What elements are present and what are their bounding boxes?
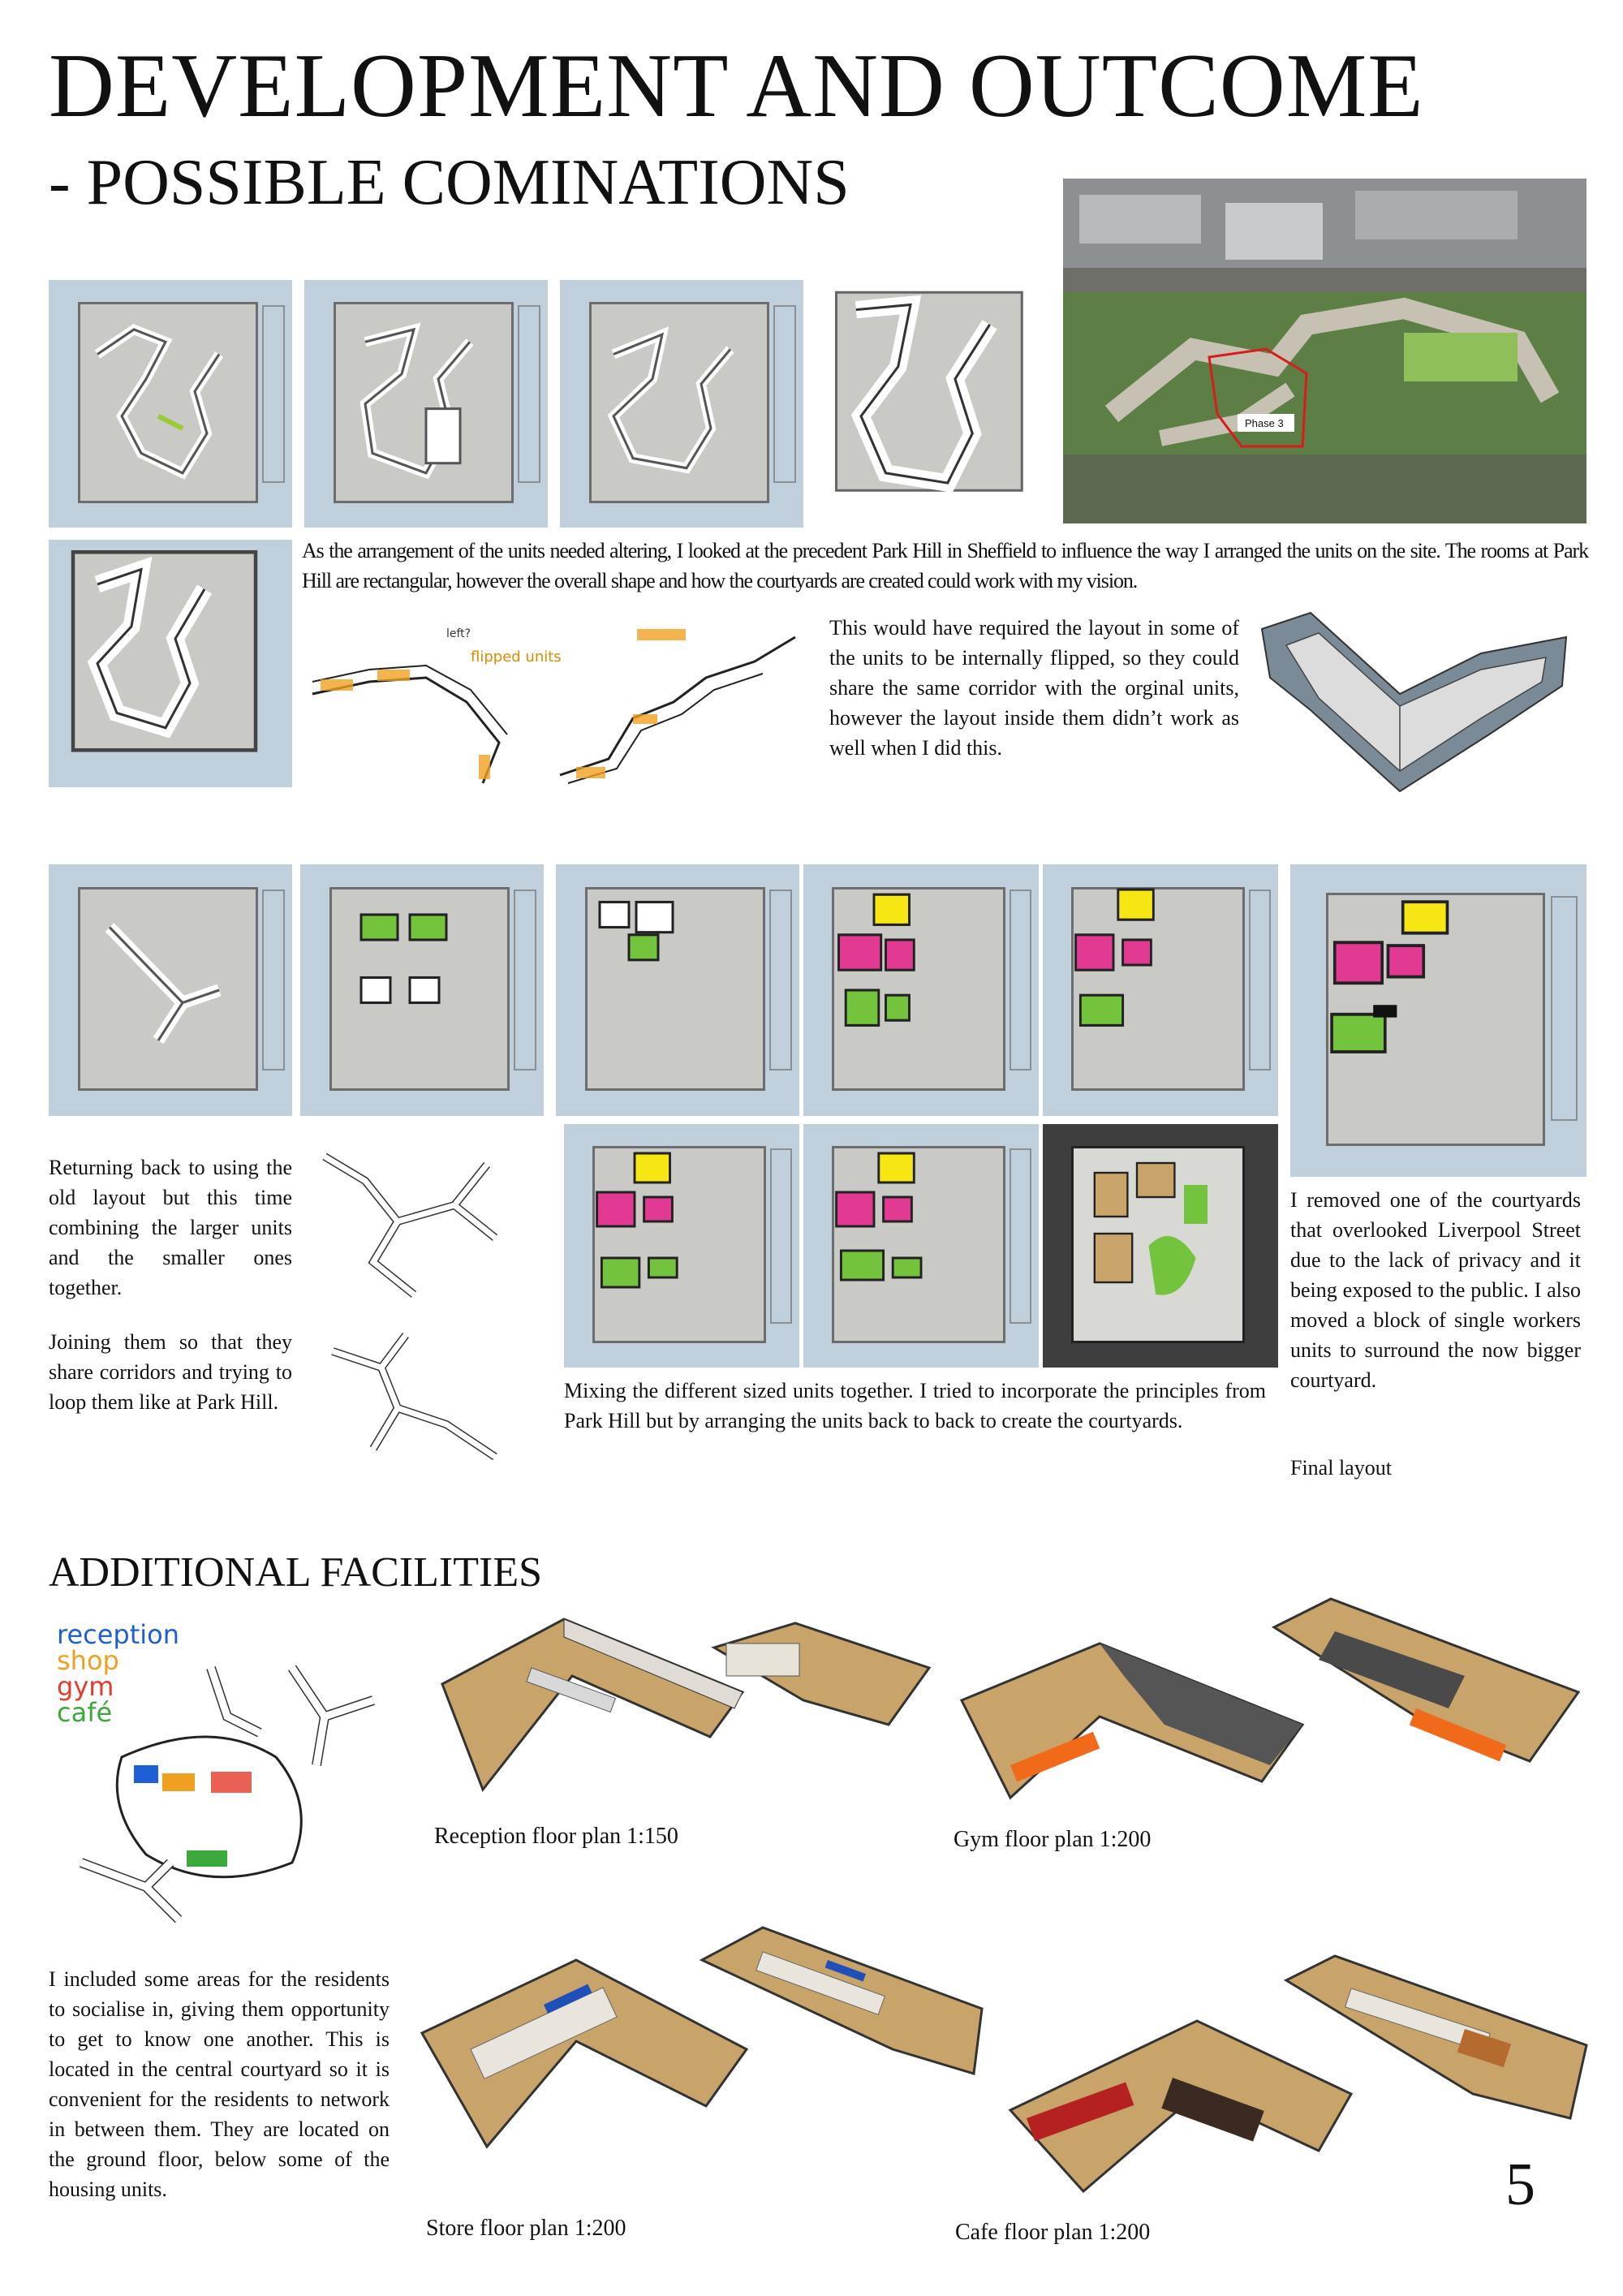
flipped-units-sketch [304,613,562,791]
combination-plan-7 [803,1124,1039,1368]
flipped-units-paragraph: This would have required the layout in some of the units to be internally flipped, so they could share the same corridor with the orginal units, however the layout inside them didn’t work as well when I did this. [829,616,1239,760]
reception-floor-plan-image [434,1619,937,1798]
combination-plan-1 [49,864,292,1116]
facilities-paragraph: I included some areas for the residents to socialise in, giving them opportunity to get to know one another. This is located in the central courtyard so it is convenient for the residents to network in between them. They are located on the ground floor, below some of the housing units. [49,1967,390,2201]
legend-reception: reception [57,1619,180,1650]
final-layout-plan [1290,864,1586,1177]
cafe-caption: Cafe floor plan 1:200 [955,2220,1151,2245]
detailed-final-plan [1043,1124,1278,1368]
legend-gym: gym [57,1671,114,1702]
site-plan-sketch-1 [49,280,292,528]
precedent-paragraph: As the arrangement of the units needed altering, I looked at the precedent Park Hill in Sheffield to influence the way I arranged the units on the site. The rooms at Park Hill are rectangular, however the overall shape and how the courtyards are created could work with my vision. [302,539,1588,592]
facilities-location-sketch [49,1619,406,1928]
gym-caption: Gym floor plan 1:200 [954,1827,1152,1852]
legend-cafe: café [57,1697,113,1728]
site-plan-sketch-3 [560,280,803,528]
removed-courtyard-paragraph: I removed one of the courtyards that overlooked Liverpool Street due to the lack of privacy and it being exposed to the public. I also moved a block of single workers units to surround the now bigger courtyard. [1290,1188,1581,1392]
returning-paragraph: Returning back to using the old layout but this time combining the larger units and the smaller ones together. [49,1156,292,1299]
site-plan-sketch-2 [304,280,548,528]
store-floor-plan-image [422,1928,982,2155]
combination-plan-6 [564,1124,799,1368]
facilities-heading: ADDITIONAL FACILITIES [49,1549,543,1596]
flipped-units-sketch-2 [544,613,820,791]
left-note: left? [446,627,471,640]
gym-floor-plan-image [962,1595,1586,1806]
joined-units-sketch-2 [300,1319,536,1473]
phase-3-label: Phase 3 [1245,417,1284,429]
store-caption: Store floor plan 1:200 [426,2216,626,2241]
reception-caption: Reception floor plan 1:150 [434,1824,678,1849]
page-title: DEVELOPMENT AND OUTCOME [49,36,1424,136]
page-number: 5 [1505,2152,1535,2218]
combination-plan-5 [1043,864,1278,1116]
joined-units-sketch-1 [300,1132,536,1319]
park-hill-aerial-photo [1063,179,1586,523]
combination-plan-4 [803,864,1039,1116]
page-subtitle: - POSSIBLE COMINATIONS [49,147,850,218]
combination-plan-2 [300,864,544,1116]
mixing-paragraph: Mixing the different sized units together. I tried to incorporate the principles from Park Hill but by arranging the units back to back to create the courtyards. [564,1379,1266,1432]
unit-plan-drawing [1254,605,1574,799]
flipped-units-note: flipped units [471,648,562,666]
combination-plan-3 [556,864,799,1116]
joining-paragraph: Joining them so that they share corridors and trying to loop them like at Park Hill. [49,1330,292,1414]
site-plan-sketch-5 [49,540,292,787]
final-layout-label: Final layout [1290,1456,1392,1480]
site-plan-sketch-4 [812,280,1059,528]
cafe-floor-plan-image [1010,1956,1586,2191]
legend-shop: shop [57,1645,119,1676]
